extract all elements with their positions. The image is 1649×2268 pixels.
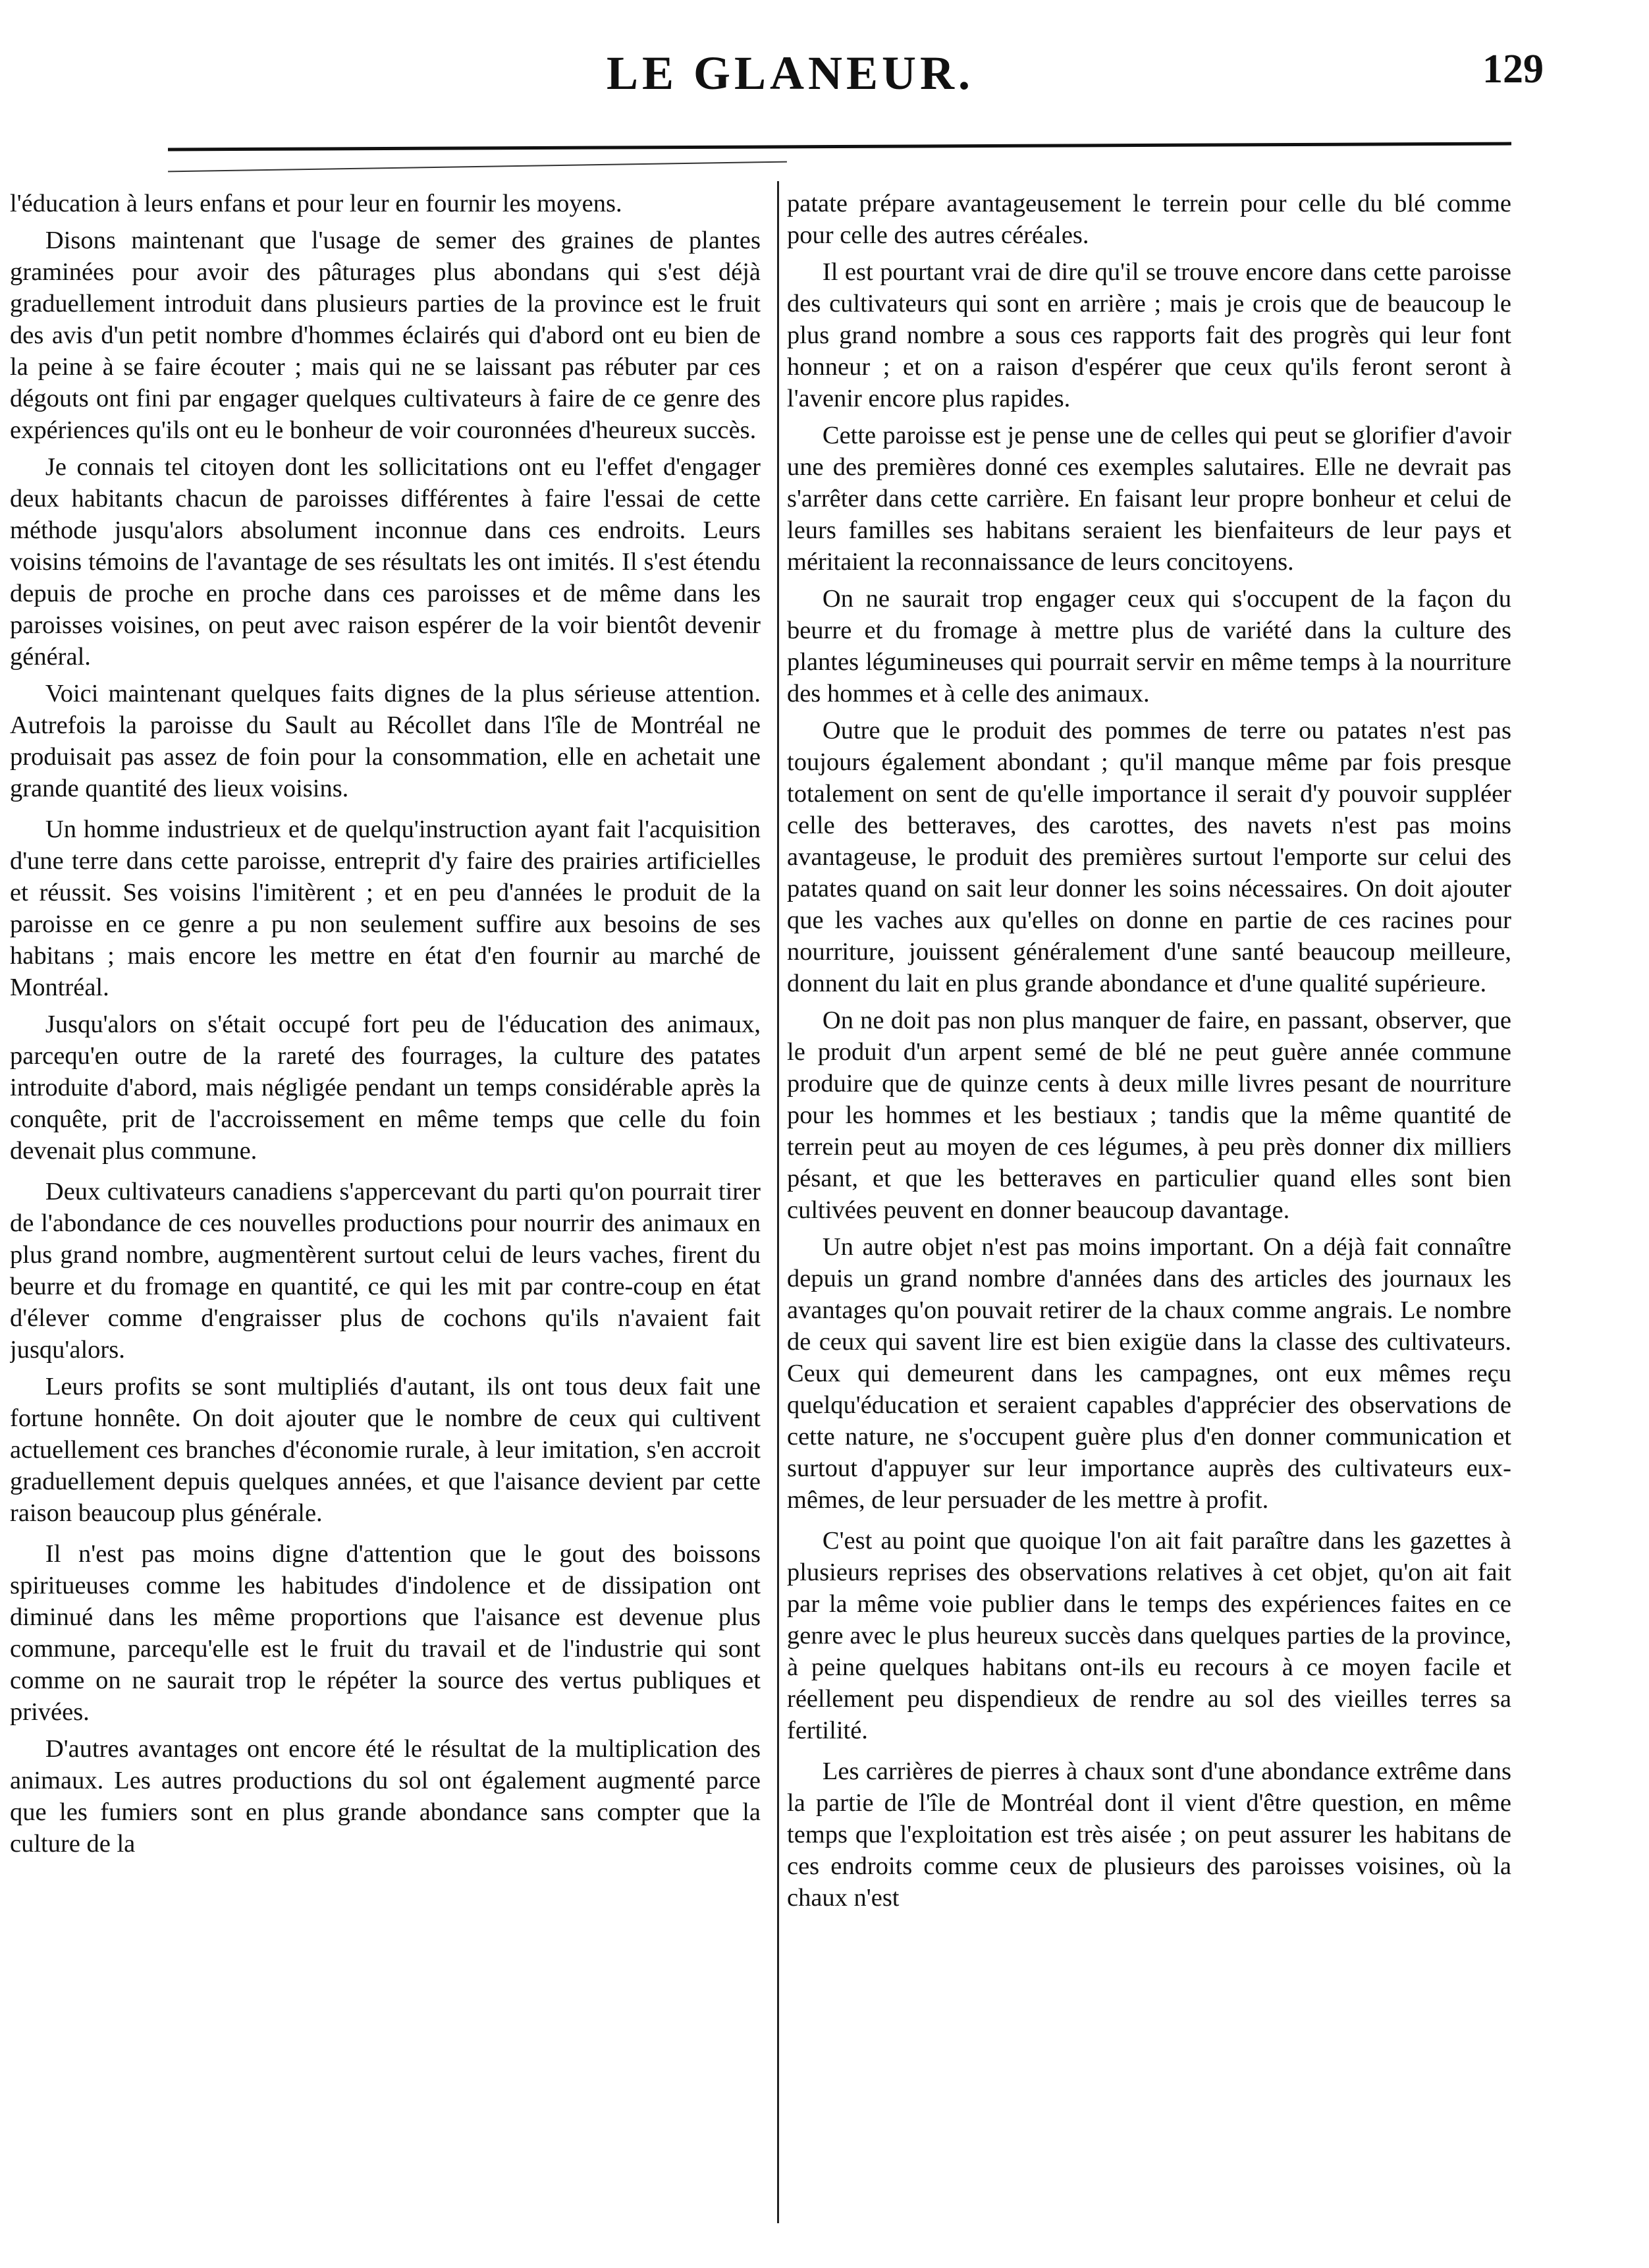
paragraph: On ne doit pas non plus manquer de faire, en passant, observer, que le produit d'un arpent semé de blé ne peut guère année commune produire que de quinze cents à deux mille livres pesant de nourriture pour les hommes et les bestiaux ; tandis que la même quantité de terrein peut au moyen de ces légumes, à peu près donner dix milliers pésant, et que les betteraves en particulier quand elles sont bien cultivées peuvent en donner beaucoup davantage. <box>787 1007 1511 1224</box>
header-rule <box>168 142 1511 152</box>
header-rule-secondary <box>168 161 787 173</box>
publication-title: LE GLANEUR. <box>606 47 975 99</box>
paragraph: Je connais tel citoyen dont les sollicitations ont eu l'effet d'engager deux habitants chacun de paroisses différentes à faire l'essai de cette méthode jusqu'alors absolument inconnue dans ces endroits. Leurs voisins témoins de l'avantage de ses résultats les ont imités. Il s'est étendu depuis de proche en proche dans ces paroisses et de même dans les paroisses voisines, on peut avec raison espérer de la voir bientôt devenir général. <box>10 453 761 671</box>
left-column <box>10 188 761 2230</box>
paragraph: Leurs profits se sont multipliés d'autant, ils ont tous deux fait une fortune honnête. On doit ajouter que le nombre de ceux qui cultivent actuellement ces branches d'économie rurale, à leur imitation, s'en accroit graduellement depuis quelques années, et que l'aisance devient par cette raison beaucoup plus générale. <box>10 1373 761 1527</box>
paragraph: Disons maintenant que l'usage de semer des graines de plantes graminées pour avoir des pâturages plus abondans qui s'est déjà graduellement introduit dans plusieurs parties de la province est le fruit des avis d'un petit nombre d'hommes éclairés qui d'abord ont eu bien de la peine à se faire écouter ; mais qui ne se laissant pas rébuter par ces dégouts ont fini par engager quelques cultivateurs à faire de ce genre des expériences qu'ils ont eu le bonheur de voir couronnées d'heureux succès. <box>10 227 761 444</box>
page-number: 129 <box>1482 47 1544 92</box>
paragraph: l'éducation à leurs enfans et pour leur en fournir les moyens. <box>10 190 622 217</box>
paragraph: Cette paroisse est je pense une de celles qui peut se glorifier d'avoir une des premières donné ces exemples salutaires. Elle ne devrait pas s'arrêter dans cette carrière. En faisant leur propre bonheur et celui de leurs familles ses habitans seraient les bienfaiteurs de leur pays et méritaient la reconnaissance de leurs concitoyens. <box>787 422 1511 576</box>
paragraph: C'est au point que quoique l'on ait fait paraître dans les gazettes à plusieurs reprises des observations relatives à cet objet, qu'on ait fait par la même voie publier dans le temps des expériences faites en ce genre avec le plus heureux succès dans quelques parties de la province, à peine quelques habitans ont-ils eu recours à ce moyen facile et réellement peu dispendieux de rendre au sol des vieilles terres sa fertilité. <box>787 1527 1511 1744</box>
paragraph: Un homme industrieux et de quelqu'instruction ayant fait l'acquisition d'une terre dans cette paroisse, entreprit d'y faire des prairies artificielles et réussit. Ses voisins l'imitèrent ; et en peu d'années le produit de la paroisse en ce genre a pu non seulement suffire aux besoins de ses habitans ; mais encore les mettre en état d'en fournir au marché de Montréal. <box>10 816 761 1001</box>
paragraph: patate prépare avantageusement le terrein pour celle du blé comme pour celle des autres céréales. <box>787 190 1511 249</box>
masthead <box>0 46 1649 105</box>
paragraph: Outre que le produit des pommes de terre ou patates n'est pas toujours également abondant ; qu'il manque même par fois presque totalement on sent de qu'elle importance il serait d'y pouvoir suppléer celle des betteraves, des carottes, des navets n'est pas moins avantageuse, le produit des premières surtout l'emporte sur celui des patates quand on sait leur donner les soins nécessaires. On doit ajouter que les vaches aux qu'elles on donne en partie de ces racines pour nourriture, jouissent généralement d'une santé beaucoup meilleure, donnent du lait en plus grande abondance et d'une qualité supérieure. <box>787 717 1511 997</box>
paragraph: Un autre objet n'est pas moins important. On a déjà fait connaître depuis un grand nombre d'années dans des articles des journaux les avantages qu'on pouvait retirer de la chaux comme angrais. Le nombre de ceux qui savent lire est bien exigüe dans la classe des cultivateurs. Ceux qui demeurent dans les campagnes, ont eux mêmes reçu quelqu'éducation et seraient capables d'apprécier des observations de cette nature, ne s'occupent guère plus d'en donner communication et surtout d'appuyer sur leur importance auprès des cultivateurs eux-mêmes, de leur persuader de les mettre à profit. <box>787 1233 1511 1514</box>
paragraph: Il n'est pas moins digne d'attention que le gout des boissons spiritueuses comme les habitudes d'indolence et de dissipation ont diminué dans les même proportions que l'aisance est devenue plus commune, parcequ'elle est le fruit du travail et de l'industrie qui sont comme on ne saurait trop le répéter la source des vertus publiques et privées. <box>10 1540 761 1726</box>
paragraph: Jusqu'alors on s'était occupé fort peu de l'éducation des animaux, parcequ'en outre de la rareté des fourrages, la culture des patates introduite d'abord, mais négligée pendant un temps considérable après la conquête, prit de l'accroissement en même temps que celle du foin devenait plus commune. <box>10 1010 761 1165</box>
paragraph: D'autres avantages ont encore été le résultat de la multiplication des animaux. Les autres productions du sol ont également augmenté parce que les fumiers sont en plus grande abondance sans compter que la culture de la <box>10 1735 761 1858</box>
paragraph: Voici maintenant quelques faits dignes de la plus sérieuse attention. Autrefois la paroisse du Sault au Récollet dans l'île de Montréal ne produisait pas assez de foin pour la consommation, elle en achetait une grande quantité des lieux voisins. <box>10 680 761 802</box>
right-column <box>787 188 1511 2230</box>
column-divider <box>777 181 779 2223</box>
paragraph: Les carrières de pierres à chaux sont d'une abondance extrême dans la partie de l'île de Montréal dont il vient d'être question, en même temps que l'exploitation est très aisée ; on peut assurer les habitans de ces endroits comme ceux de plusieurs des paroisses voisines, où la chaux n'est <box>787 1757 1511 1912</box>
paragraph: Il est pourtant vrai de dire qu'il se trouve encore dans cette paroisse des cultivateurs qui sont en arrière ; mais je crois que de beaucoup le plus grand nombre a sous ces rapports fait des progrès qui leur font honneur ; et on a raison d'espérer que ceux qu'ils feront seront à l'avenir encore plus rapides. <box>787 258 1511 412</box>
paragraph: On ne saurait trop engager ceux qui s'occupent de la façon du beurre et du fromage à mettre plus de variété dans la culture des plantes légumineuses qui pourrait servir en même temps à la nourriture des hommes et à celle des animaux. <box>787 585 1511 707</box>
paragraph: Deux cultivateurs canadiens s'appercevant du parti qu'on pourrait tirer de l'abondance de ces nouvelles productions pour nourrir des animaux en plus grand nombre, augmentèrent surtout celui de leurs vaches, firent du beurre et du fromage en quantité, ce qui les mit par contre-coup en état d'élever comme d'engraisser plus de cochons qu'ils n'avaient fait jusqu'alors. <box>10 1178 761 1364</box>
